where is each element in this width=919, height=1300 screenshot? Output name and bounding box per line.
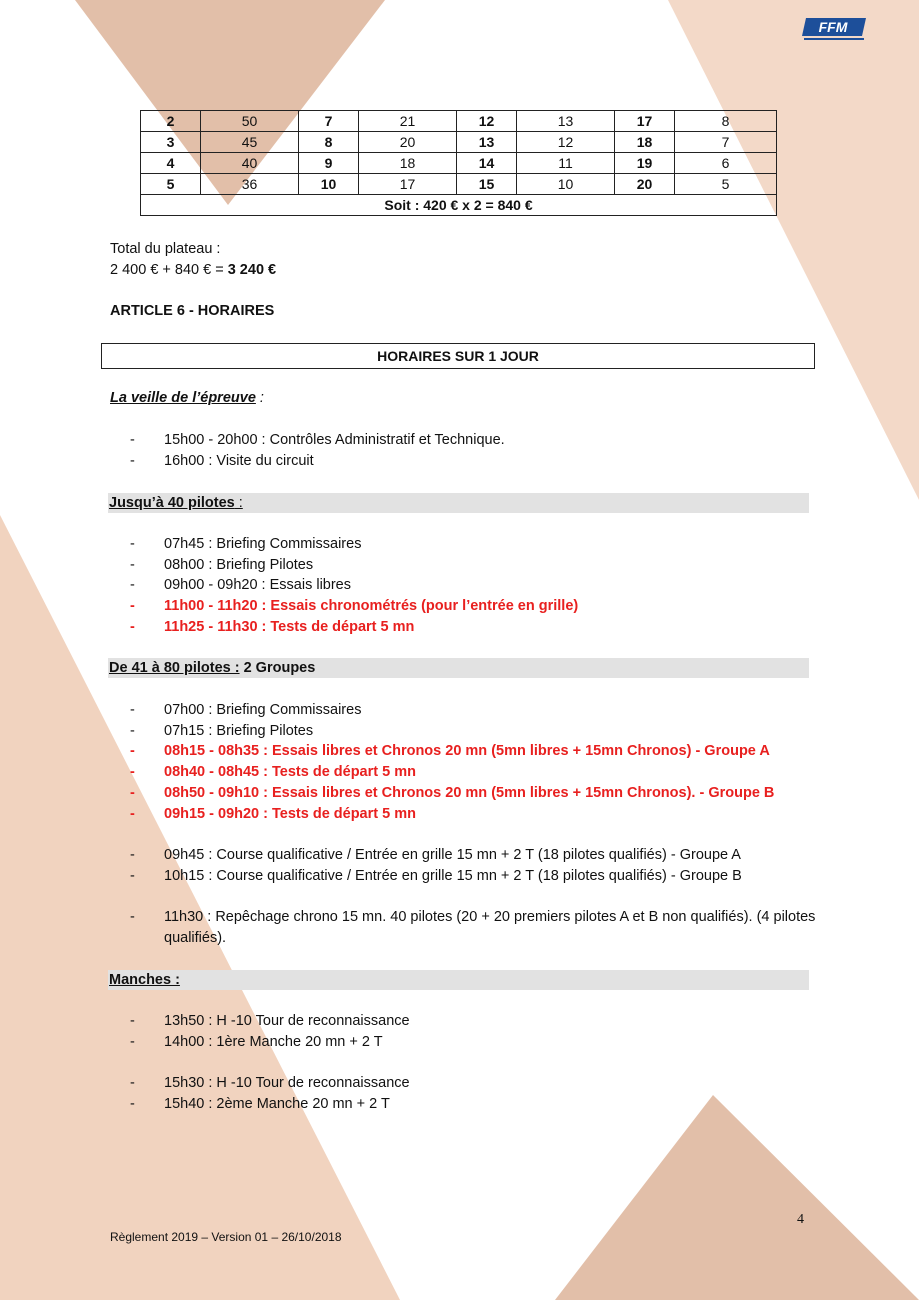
points-cell: 40 (201, 153, 299, 174)
list-item (110, 804, 830, 825)
plateau-calc (110, 260, 276, 280)
bullet-dash: - (130, 452, 135, 469)
points-cell: 8 (675, 111, 777, 132)
bullet-dash: - (130, 1033, 135, 1050)
points-cell: 45 (201, 132, 299, 153)
list-item (110, 866, 830, 887)
list-item-text: 08h50 - 09h10 : Essais libres et Chronos 20 mn (5mn libres + 15mn Chronos). - Groupe B (164, 784, 775, 801)
manches-list-2 (110, 1073, 830, 1114)
place-cell: 7 (299, 111, 359, 132)
points-cell: 6 (675, 153, 777, 174)
table-total-row (141, 195, 777, 216)
bullet-dash: - (130, 764, 135, 781)
points-cell: 50 (201, 111, 299, 132)
manches-title: Manches : (109, 972, 180, 988)
de41-title: De 41 à 80 pilotes : (109, 660, 240, 676)
points-cell: 17 (359, 174, 457, 195)
prize-table (140, 110, 777, 216)
points-cell: 18 (359, 153, 457, 174)
footer-text: Règlement 2019 – Version 01 – 26/10/2018 (110, 1230, 342, 1244)
table-row (141, 153, 777, 174)
list-item (110, 721, 830, 742)
list-item-text: 09h15 - 09h20 : Tests de départ 5 mn (164, 805, 416, 822)
horaires-title: HORAIRES SUR 1 JOUR (101, 343, 815, 369)
bullet-dash: - (130, 1013, 135, 1029)
points-cell: 10 (517, 174, 615, 195)
list-item (110, 762, 830, 783)
bullet-dash: - (130, 743, 135, 760)
points-cell: 5 (675, 174, 777, 195)
list-item (110, 783, 830, 804)
list-item-text: 15h40 : 2ème Manche 20 mn + 2 T (164, 1095, 390, 1112)
points-cell: 13 (517, 111, 615, 132)
table-row (141, 111, 777, 132)
list-item-text: 14h00 : 1ère Manche 20 mn + 2 T (164, 1033, 383, 1050)
list-item-text: 08h15 - 08h35 : Essais libres et Chronos 20 mn (5mn libres + 15mn Chronos) - Groupe A (164, 743, 770, 760)
section-manches (108, 970, 809, 990)
section-jusqua-40 (108, 493, 809, 513)
list-item (110, 1032, 830, 1053)
bullet-dash: - (130, 577, 135, 594)
plateau-label: Total du plateau : (110, 241, 221, 257)
bullet-dash: - (130, 867, 135, 884)
place-cell: 10 (299, 174, 359, 195)
section-de-41-a-80 (108, 658, 809, 678)
plateau-result: 3 240 € (227, 262, 277, 278)
table-row (141, 132, 777, 153)
bullet-dash: - (130, 784, 135, 801)
place-cell: 14 (457, 153, 517, 174)
bullet-dash: - (130, 1075, 135, 1091)
list-item (110, 907, 830, 948)
place-cell: 20 (615, 174, 675, 195)
list-item (110, 451, 830, 472)
place-cell: 2 (141, 111, 201, 132)
jusqua40-suffix: : (234, 495, 243, 511)
plateau-calc-text: 2 400 € + 840 € = (110, 262, 228, 278)
points-cell: 21 (359, 111, 457, 132)
list-item (110, 1073, 830, 1094)
bullet-dash: - (130, 909, 135, 925)
article-heading: ARTICLE 6 - HORAIRES (110, 303, 275, 319)
place-cell: 18 (615, 132, 675, 153)
list-item (110, 555, 830, 576)
table-row (141, 174, 777, 195)
bullet-dash: - (130, 702, 135, 718)
list-item-text: 15h30 : H -10 Tour de reconnaissance (164, 1075, 410, 1091)
place-cell: 8 (299, 132, 359, 153)
list-item-text: 09h45 : Course qualificative / Entrée en grille 15 mn + 2 T (18 pilotes qualifiés) - Groupe A (164, 847, 741, 863)
points-cell: 12 (517, 132, 615, 153)
list-item-text: 11h25 - 11h30 : Tests de départ 5 mn (164, 618, 415, 635)
veille-title: La veille de l’épreuve (110, 390, 256, 406)
place-cell: 4 (141, 153, 201, 174)
veille-suffix: : (255, 390, 264, 406)
bullet-dash: - (130, 556, 135, 573)
bullet-dash: - (130, 847, 135, 863)
bullet-dash: - (130, 618, 135, 635)
list-item (110, 1094, 830, 1115)
list-item-text: 11h00 - 11h20 : Essais chronométrés (pour l’entrée en grille) (164, 598, 579, 615)
points-cell: 7 (675, 132, 777, 153)
list-item-text: 13h50 : H -10 Tour de reconnaissance (164, 1013, 410, 1029)
list-item-text: 11h30 : Repêchage chrono 15 mn. 40 pilotes (20 + 20 premiers pilotes A et B non qualifiés). (4 pilotes qualifiés). (164, 909, 816, 946)
list-item (110, 1011, 830, 1032)
place-cell: 9 (299, 153, 359, 174)
bullet-dash: - (130, 536, 135, 552)
place-cell: 15 (457, 174, 517, 195)
jusqua40-list (110, 534, 830, 638)
ffm-logo-icon (800, 16, 868, 42)
list-item (110, 700, 830, 721)
table-total: Soit : 420 € x 2 = 840 € (141, 195, 777, 216)
bullet-dash: - (130, 1095, 135, 1112)
place-cell: 5 (141, 174, 201, 195)
list-item-text: 16h00 : Visite du circuit (164, 452, 314, 469)
de41-list (110, 700, 830, 824)
manches-list-1 (110, 1011, 830, 1052)
list-item-text: 08h00 : Briefing Pilotes (164, 556, 314, 573)
place-cell: 3 (141, 132, 201, 153)
list-item (110, 575, 830, 596)
list-item (110, 845, 830, 866)
list-item-text: 15h00 - 20h00 : Contrôles Administratif et Technique. (164, 432, 505, 448)
list-item (110, 534, 830, 555)
points-cell: 11 (517, 153, 615, 174)
list-item (110, 617, 830, 638)
list-item-text: 07h45 : Briefing Commissaires (164, 536, 362, 552)
list-item (110, 430, 830, 451)
de41-suffix: 2 Groupes (239, 660, 316, 676)
list-item-text: 09h00 - 09h20 : Essais libres (164, 577, 351, 594)
list-item (110, 596, 830, 617)
list-item-text: 10h15 : Course qualificative / Entrée en grille 15 mn + 2 T (18 pilotes qualifiés) - Groupe B (164, 867, 742, 884)
list-item-text: 07h15 : Briefing Pilotes (164, 722, 314, 739)
de41-qualif-list (110, 845, 830, 886)
place-cell: 17 (615, 111, 675, 132)
logo-text: FFM (818, 19, 848, 35)
de41-repechage-list (110, 907, 830, 948)
list-item (110, 741, 830, 762)
bullet-dash: - (130, 598, 135, 615)
jusqua40-title: Jusqu’à 40 pilotes (109, 495, 235, 511)
list-item-text: 07h00 : Briefing Commissaires (164, 702, 362, 718)
place-cell: 19 (615, 153, 675, 174)
points-cell: 36 (201, 174, 299, 195)
place-cell: 12 (457, 111, 517, 132)
place-cell: 13 (457, 132, 517, 153)
page-number: 4 (797, 1212, 804, 1227)
bullet-dash: - (130, 805, 135, 822)
bullet-dash: - (130, 432, 135, 448)
bullet-dash: - (130, 722, 135, 739)
veille-heading (110, 388, 264, 408)
veille-list (110, 430, 830, 471)
list-item-text: 08h40 - 08h45 : Tests de départ 5 mn (164, 764, 416, 781)
points-cell: 20 (359, 132, 457, 153)
